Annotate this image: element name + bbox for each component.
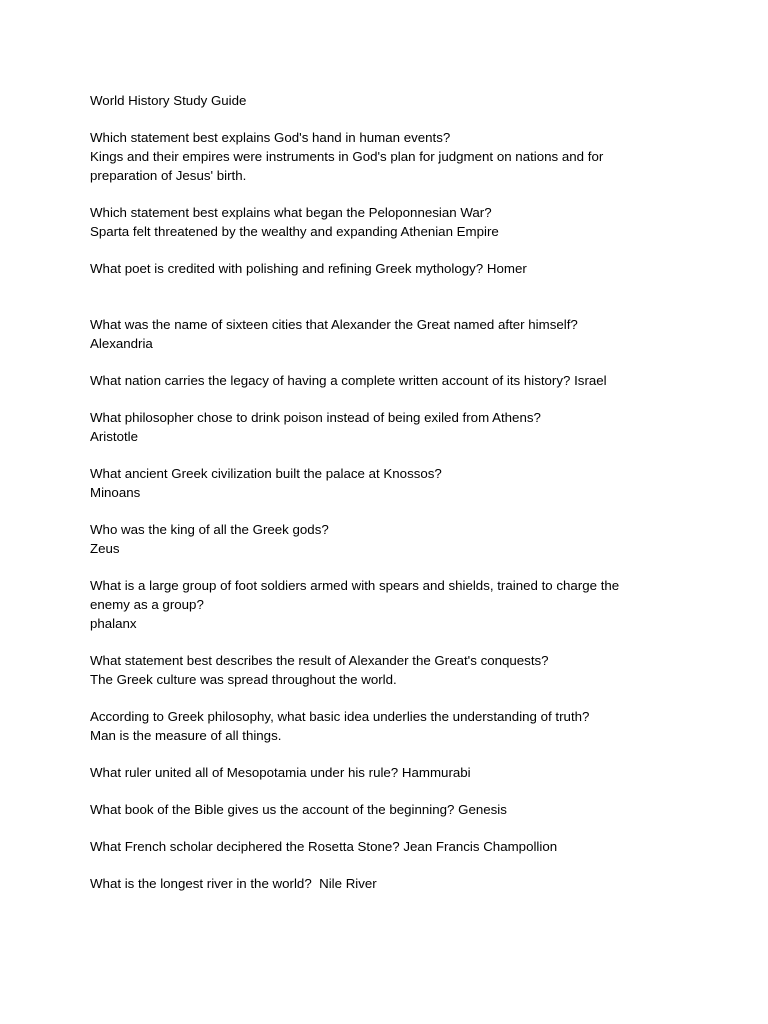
document-title: World History Study Guide [90, 93, 247, 108]
qa-line: Alexandria [90, 336, 153, 351]
qa-line: The Greek culture was spread throughout the world. [90, 672, 397, 687]
qa-line: According to Greek philosophy, what basic idea underlies the understanding of truth? [90, 709, 590, 724]
qa-line: What is a large group of foot soldiers armed with spears and shields, trained to charge the [90, 578, 620, 593]
qa-line: What ruler united all of Mesopotamia under his rule? Hammurabi [90, 765, 471, 780]
qa-line: What is the longest river in the world? Nile River [90, 876, 377, 891]
qa-line: Which statement best explains God's hand in human events? [90, 130, 451, 145]
qa-block [90, 371, 710, 390]
qa-line: What was the name of sixteen cities that Alexander the Great named after himself? [90, 317, 578, 332]
qa-block [90, 315, 710, 353]
qa-block [90, 128, 710, 185]
qa-block [90, 707, 710, 745]
qa-block [90, 408, 710, 446]
qa-block [90, 800, 710, 819]
qa-block [90, 520, 710, 558]
qa-line: What ancient Greek civilization built the palace at Knossos? [90, 466, 442, 481]
qa-block [90, 576, 710, 633]
qa-line: preparation of Jesus' birth. [90, 168, 247, 183]
qa-block [90, 651, 710, 689]
document-page [90, 91, 710, 911]
qa-line: Which statement best explains what began the Peloponnesian War? [90, 205, 492, 220]
qa-block [90, 837, 710, 856]
qa-block [90, 763, 710, 782]
qa-line: phalanx [90, 616, 137, 631]
qa-block [90, 259, 710, 278]
qa-line: What statement best describes the result of Alexander the Great's conquests? [90, 653, 549, 668]
qa-block [90, 464, 710, 502]
qa-block [90, 874, 710, 893]
qa-line: Zeus [90, 541, 120, 556]
qa-block [90, 203, 710, 241]
qa-line: Sparta felt threatened by the wealthy and expanding Athenian Empire [90, 224, 499, 239]
qa-line: What French scholar deciphered the Rosetta Stone? Jean Francis Champollion [90, 839, 558, 854]
qa-line: Man is the measure of all things. [90, 728, 282, 743]
qa-line: Minoans [90, 485, 141, 500]
qa-line: Kings and their empires were instruments in God's plan for judgment on nations and for [90, 149, 604, 164]
qa-line: What nation carries the legacy of having a complete written account of its history? Israel [90, 373, 607, 388]
qa-line: Aristotle [90, 429, 139, 444]
qa-line: What poet is credited with polishing and refining Greek mythology? Homer [90, 261, 527, 276]
qa-line: What philosopher chose to drink poison instead of being exiled from Athens? [90, 410, 541, 425]
qa-line: What book of the Bible gives us the account of the beginning? Genesis [90, 802, 507, 817]
qa-line: Who was the king of all the Greek gods? [90, 522, 329, 537]
qa-line: enemy as a group? [90, 597, 204, 612]
